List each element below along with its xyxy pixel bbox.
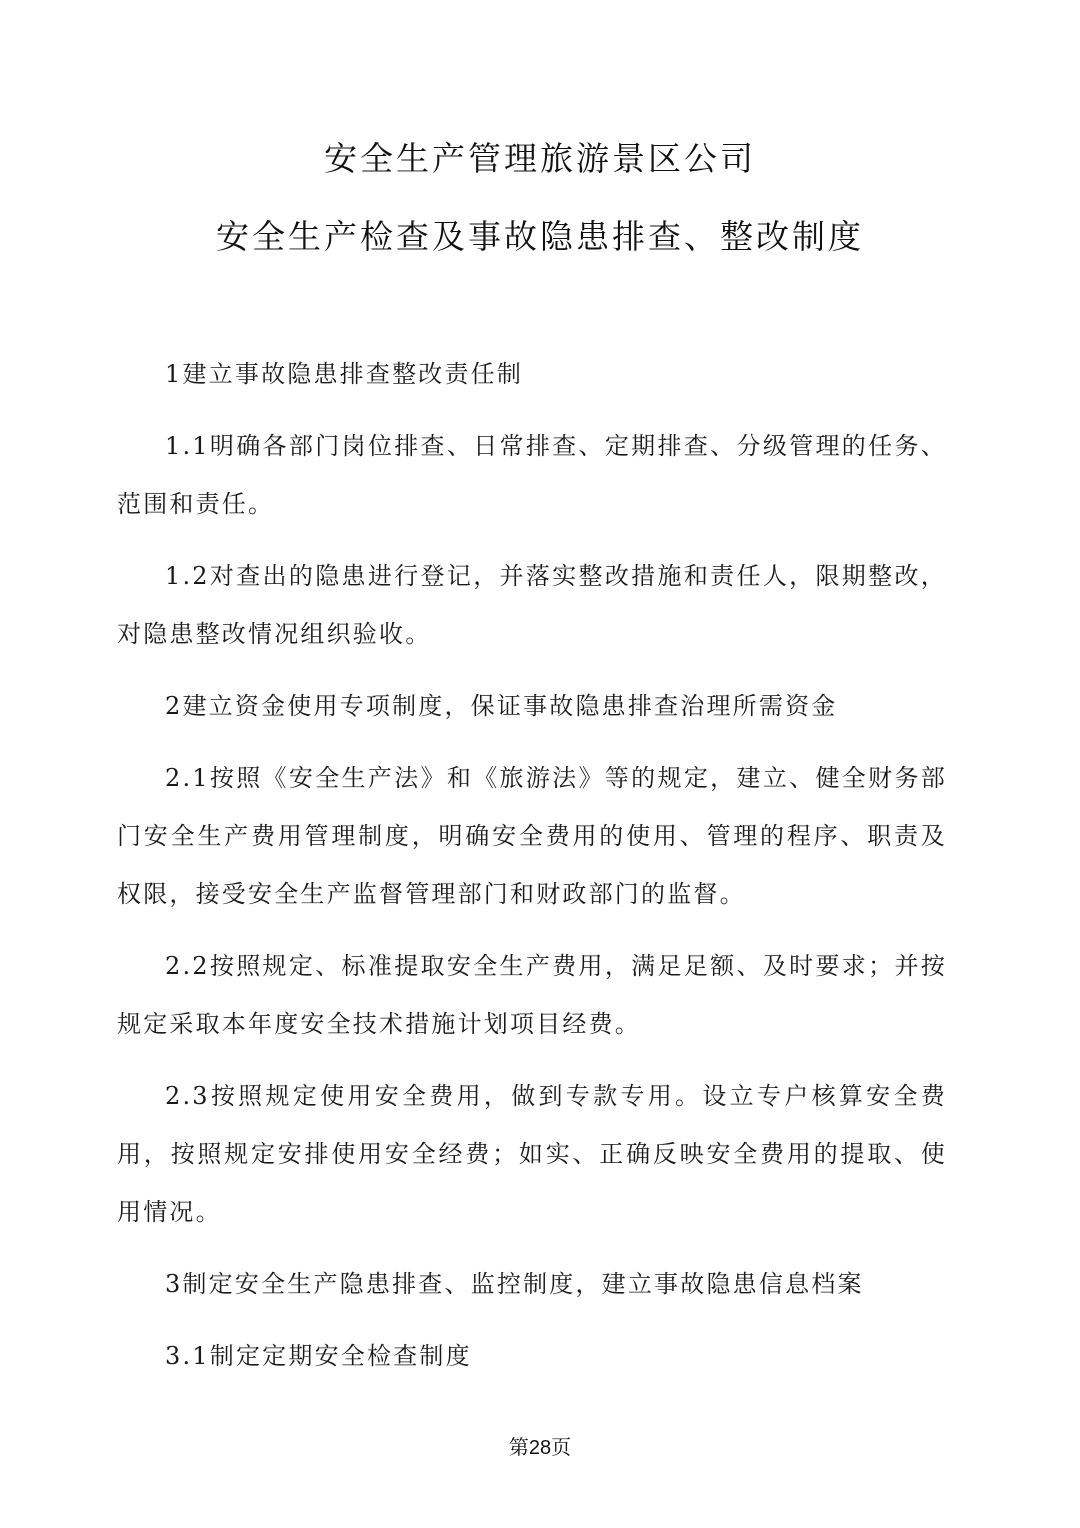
paragraph-1-1: 1.1明确各部门岗位排查、日常排查、定期排查、分级管理的任务、范围和责任。	[117, 432, 947, 518]
paragraph-1-2: 1.2对查出的隐患进行登记，并落实整改措施和责任人，限期整改，对隐患整改情况组织验收。	[117, 562, 947, 648]
page-number: 第28页	[508, 1437, 572, 1459]
paragraph-3-1: 3.1制定定期安全检查制度	[165, 1342, 472, 1370]
paragraph-2-2: 2.2按照规定、标准提取安全生产费用，满足足额、及时要求；并按规定采取本年度安全技术措施计划项目经费。	[117, 952, 947, 1038]
paragraph-1: 1建立事故隐患排查整改责任制	[165, 360, 524, 388]
paragraph-2-1: 2.1按照《安全生产法》和《旅游法》等的规定，建立、健全财务部门安全生产费用管理制度，明确安全费用的使用、管理的程序、职责及权限，接受安全生产监督管理部门和财政部门的监督。	[117, 764, 947, 908]
paragraph-2-3: 2.3按照规定使用安全费用，做到专款专用。设立专户核算安全费用，按照规定安排使用安全经费；如实、正确反映安全费用的提取、使用情况。	[117, 1082, 947, 1226]
document-title-line2: 安全生产检查及事故隐患排查、整改制度	[216, 217, 864, 256]
paragraph-3: 3制定安全生产隐患排查、监控制度，建立事故隐患信息档案	[165, 1270, 864, 1298]
paragraph-2: 2建立资金使用专项制度，保证事故隐患排查治理所需资金	[165, 692, 838, 720]
document-title-line1: 安全生产管理旅游景区公司	[324, 139, 756, 178]
document-body	[117, 345, 947, 1399]
